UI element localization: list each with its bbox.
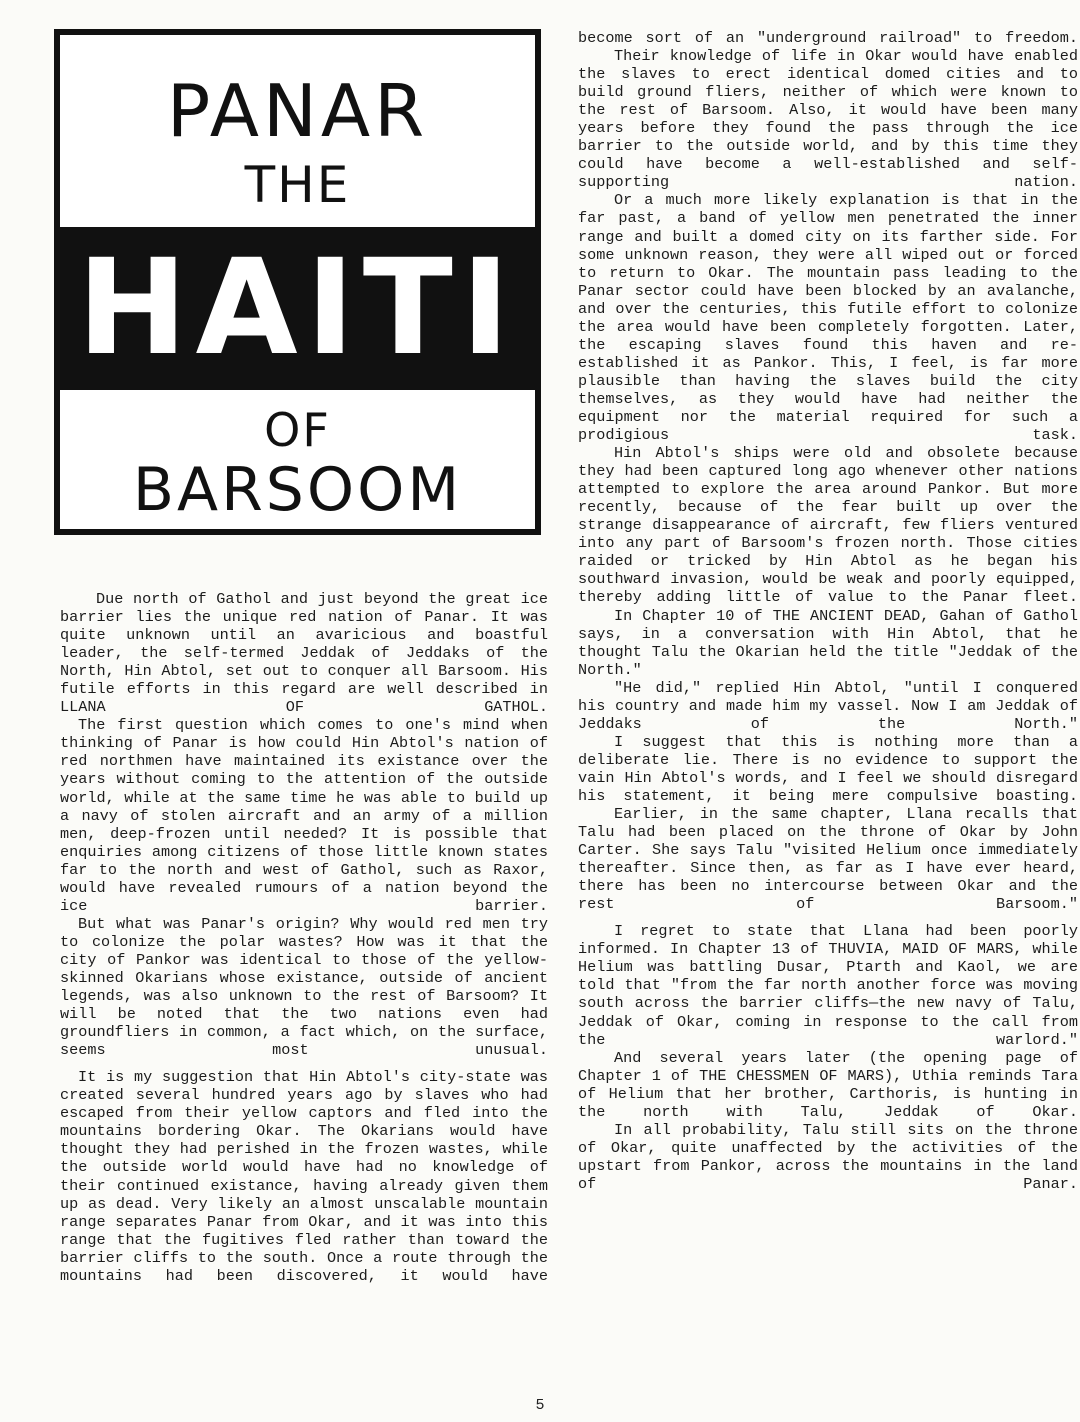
paragraph: Due north of Gathol and just beyond the great ice barrier lies the unique red nation of Panar. It was quite unknown until an avaricious and boastful leader, the self-termed Jeddak of Jeddaks of the North, Hin Abtol, set out to conquer all Barsoom. His futile efforts in this regard are well described in LLANA OF GATHOL.: [60, 590, 548, 717]
left-column: [60, 590, 548, 1285]
paragraph: In all probability, Talu still sits on the throne of Okar, quite unaffected by the activities of the upstart from Pankor, across the mountains in the land of Panar.: [578, 1120, 1078, 1193]
title-line-haiti: HAITI: [60, 227, 535, 390]
page-number: 5: [535, 1397, 545, 1414]
paragraph: Hin Abtol's ships were old and obsolete because they had been captured long ago whenever other nations attempted to explore the area around Pankor. But more recently, because of the fear built up over the strange disappearance of aircraft, few fliers ventured into any part of Barsoom's frozen north. Those cities raided or tricked by Hin Abtol as he began his southward invasion, would be weak and poorly equipped, thereby adding little of value to the Panar fleet.: [578, 444, 1078, 607]
paragraph: But what was Panar's origin? Why would red men try to colonize the polar wastes? How was it that the city of Pankor was identical to those of the yellow-skinned Okarians whose existance, outside of ancient legends, was also unknown to the rest of Barsoom? It will be noted that the two nations even had groundfliers in common, a fact which, on the surface, seems most unusual.: [60, 914, 548, 1060]
paragraph: "He did," replied Hin Abtol, "until I conquered his country and made him my vassel. Now I am Jeddak of Jeddaks of the North.": [578, 678, 1078, 733]
paragraph: And several years later (the opening page of Chapter 1 of THE CHESSMEN OF MARS), Uthia reminds Tara of Helium that her brother, Carthoris, is hunting in the north with Talu, Jeddak of Okar.: [578, 1048, 1078, 1121]
title-box: [54, 29, 541, 535]
paragraph: The first question which comes to one's mind when thinking of Panar is how could Hin Abtol's nation of red northmen have maintained its existance over the years without coming to the attention of the outside world, while at the same time he was able to build up a navy of stolen aircraft and an army of a million men, deep-frozen until needed? It is possible that enquiries among citizens of those little known states far to the north and west of Gathol, such as Raxor, would have revealed rumours of a nation beyond the ice barrier.: [60, 716, 548, 915]
right-column: [578, 29, 1078, 1193]
paragraph: In Chapter 10 of THE ANCIENT DEAD, Gahan of Gathol says, in a conversation with Hin Abtol, that he thought Talu the Okarian held the title "Jeddak of the North.": [578, 606, 1078, 679]
paragraph: Earlier, in the same chapter, Llana recalls that Talu had been placed on the throne of Okar by John Carter. She says Talu "visited Helium once immediately thereafter. Since then, as far as I have ever heard, there has been no intercourse between Okar and the rest of Barsoom.": [578, 805, 1078, 914]
title-line-panar: PANAR: [166, 69, 429, 153]
paragraph: Or a much more likely explanation is that in the far past, a band of yellow men penetrated the inner range and built a domed city on its farther side. For some unknown reason, they were all wiped out or forced to return to Okar. The mountain pass leading to the Panar sector could have been blocked by an avalanche, and over the centuries, this futile effort to colonize the area would have been completely forgotten. Later, the escaping slaves found this haven and re-established it as Pankor. This, I feel, is far more plausible than having the slaves build the city themselves, as they would have had neither the equipment nor the material required for such a prodigious task.: [578, 191, 1078, 445]
title-line-the: THE: [244, 156, 351, 214]
paragraph: I suggest that this is nothing more than a deliberate lie. There is no evidence to support the vain Hin Abtol's words, and I feel we should disregard his statement, it being mere compulsive boasting.: [578, 732, 1078, 805]
paragraph: I regret to state that Llana had been poorly informed. In Chapter 13 of THUVIA, MAID OF MARS, while Helium was battling Dusar, Ptarth and Kaol, we are told that "from the far north another force was moving south across the barrier cliffs—the new navy of Talu, Jeddak of Okar, coming in response to the call from the warlord.": [578, 922, 1078, 1049]
paragraph: It is my suggestion that Hin Abtol's city-state was created several hundred years ago by slaves who had escaped from their yellow captors and fled into the mountains bordering Okar. The Okarians would have thought they had perished in the frozen wastes, while the outside world would have had no knowledge of their continued existance, having already given them up as dead. Very likely an almost unscalable mountain range separates Panar from Okar, and it was into this range that the fugitives fled rather than toward the barrier cliffs to the south. Once a route through the mountains had been discovered, it would have: [60, 1068, 548, 1285]
paragraph: Their knowledge of life in Okar would have enabled the slaves to erect identical domed cities and to build ground fliers, neither of which were known to the rest of Barsoom. Also, it would have been many years before they found the pass through the ice barrier to the outside world, and by this time they could have become a well-established and self-supporting nation.: [578, 47, 1078, 192]
title-line-of: OF: [264, 403, 331, 457]
paragraph: become sort of an "underground railroad" to freedom.: [578, 29, 1078, 47]
title-line-barsoom: BARSOOM: [132, 455, 463, 525]
